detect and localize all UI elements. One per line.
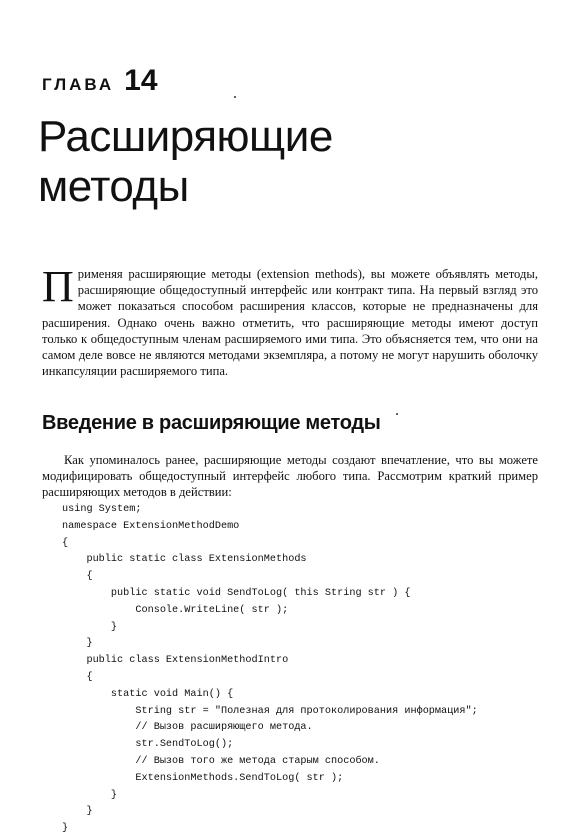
code-line: } bbox=[62, 789, 118, 801]
chapter-title bbox=[38, 112, 333, 212]
code-line: } bbox=[62, 806, 93, 818]
intro-paragraph bbox=[42, 262, 538, 379]
code-line: { bbox=[62, 571, 93, 583]
code-line: // Вызов того же метода старым способом. bbox=[62, 755, 380, 767]
code-line: } bbox=[62, 823, 69, 835]
code-line: { bbox=[62, 671, 93, 683]
code-line: public static void SendToLog( this String str ) { bbox=[62, 587, 411, 599]
code-line: using System; bbox=[62, 504, 142, 515]
chapter-label bbox=[42, 64, 158, 98]
drop-cap: П bbox=[42, 262, 74, 311]
code-line: public static class ExtensionMethods bbox=[62, 554, 307, 566]
scan-speck bbox=[396, 413, 398, 415]
chapter-number: 14 bbox=[124, 64, 158, 97]
code-line: Console.WriteLine( str ); bbox=[62, 604, 289, 616]
section-paragraph: Как упоминалось ранее, расширяющие методы создают впечатление, что вы можете модифицировать общедоступный интерфейс любого типа. Рассмотрим краткий пример расширяющих методов в действии: bbox=[42, 453, 538, 500]
code-line: String str = "Полезная для протоколирования информация"; bbox=[62, 705, 478, 717]
chapter-title-line-2: методы bbox=[38, 162, 189, 211]
code-line: { bbox=[62, 537, 69, 549]
intro-text: рименяя расширяющие методы (extension methods), вы можете объявлять методы, расширяющие общедоступный интерфейс или контракт типа. На первый взгляд это может показаться способом расширения классов, которые не предназначены для расширения. Однако очень важно отметить, что расширяющие методы имеют доступ только к общедоступным членам расширяемого ими типа. Это объясняется тем, что они на самом деле вовсе не являются методами экземпляра, а потому не могут нарушить оболочку инкапсуляции расширяемого типа. bbox=[42, 267, 538, 379]
chapter-label-text: ГЛАВА bbox=[42, 75, 115, 94]
chapter-title-line-1: Расширяющие bbox=[38, 112, 333, 161]
code-line: static void Main() { bbox=[62, 688, 234, 700]
code-line: } bbox=[62, 638, 93, 650]
code-line: } bbox=[62, 621, 118, 633]
section-heading: Введение в расширяющие методы bbox=[42, 412, 381, 434]
code-line: str.SendToLog(); bbox=[62, 739, 234, 751]
code-line: ExtensionMethods.SendToLog( str ); bbox=[62, 772, 344, 784]
code-line: public class ExtensionMethodIntro bbox=[62, 655, 289, 667]
code-listing bbox=[62, 502, 542, 838]
code-line: namespace ExtensionMethodDemo bbox=[62, 520, 240, 532]
code-line: // Вызов расширяющего метода. bbox=[62, 722, 313, 734]
scan-speck bbox=[234, 96, 236, 98]
